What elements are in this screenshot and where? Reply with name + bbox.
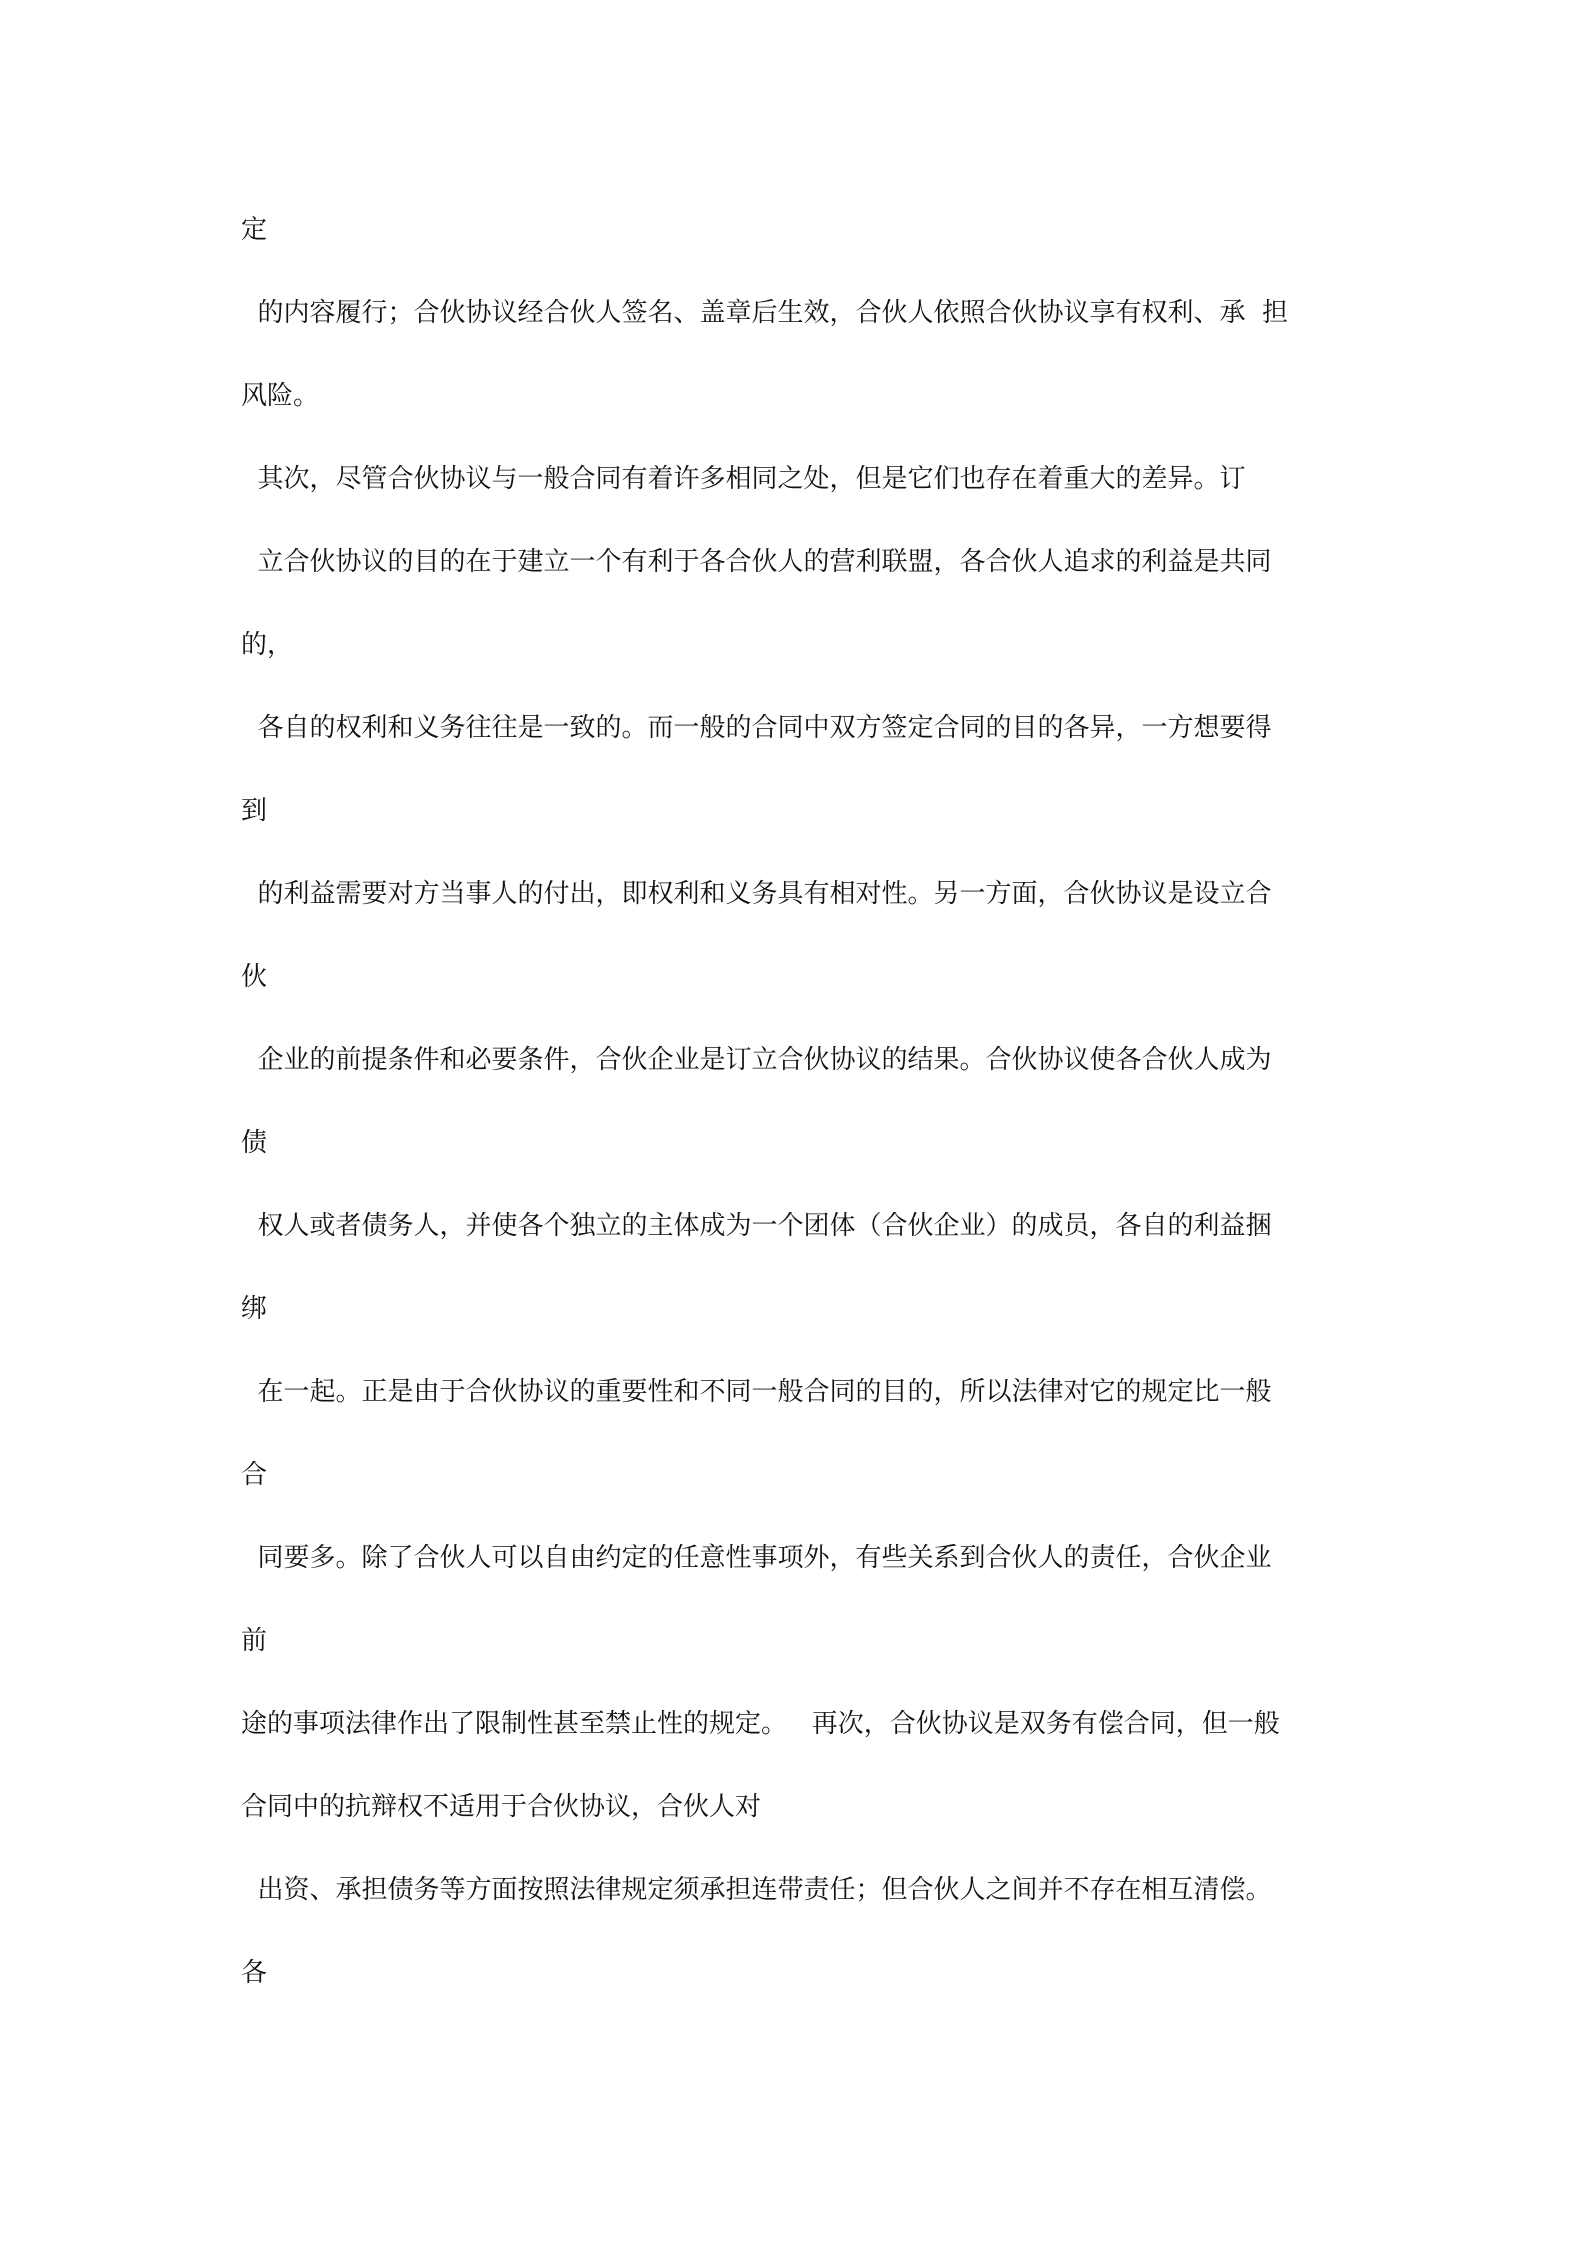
text-line: 其次，尽管合伙协议与一般合同有着许多相同之处，但是它们也存在着重大的差异。订 [241,464,1246,494]
text-line: 前 [241,1626,268,1656]
text-line: 的内容履行；合伙协议经合伙人签名、盖章后生效，合伙人依照合伙协议享有权利、承 担 [241,298,1289,328]
text-line: 同要多。除了合伙人可以自由约定的任意性事项外，有些关系到合伙人的责任，合伙企业 [241,1543,1272,1573]
text-line: 定 [241,215,268,245]
text-line: 风险。 [241,381,320,411]
text-line: 权人或者债务人，并使各个独立的主体成为一个团体（合伙企业）的成员，各自的利益捆 [241,1211,1272,1241]
text-line: 各 [241,1958,268,1988]
text-line: 企业的前提条件和必要条件，合伙企业是订立合伙协议的结果。合伙协议使各合伙人成为 [241,1045,1272,1075]
text-line: 债 [241,1128,268,1158]
text-line: 合 [241,1460,268,1490]
text-line: 出资、承担债务等方面按照法律规定须承担连带责任；但合伙人之间并不存在相互清偿。 [241,1875,1272,1905]
text-line: 在一起。正是由于合伙协议的重要性和不同一般合同的目的，所以法律对它的规定比一般 [241,1377,1272,1407]
text-line: 到 [241,796,268,826]
text-line: 合同中的抗辩权不适用于合伙协议，合伙人对 [241,1792,762,1822]
text-line: 的， [241,630,294,660]
text-line: 的利益需要对方当事人的付出，即权利和义务具有相对性。另一方面，合伙协议是设立合 [241,879,1272,909]
text-line: 绑 [241,1294,268,1324]
text-line: 伙 [241,962,268,992]
text-line: 途的事项法律作出了限制性甚至禁止性的规定。 再次，合伙协议是双务有偿合同，但一般 [241,1709,1280,1739]
text-line: 立合伙协议的目的在于建立一个有利于各合伙人的营利联盟，各合伙人追求的利益是共同 [241,547,1272,577]
text-line: 各自的权利和义务往往是一致的。而一般的合同中双方签定合同的目的各异，一方想要得 [241,713,1272,743]
